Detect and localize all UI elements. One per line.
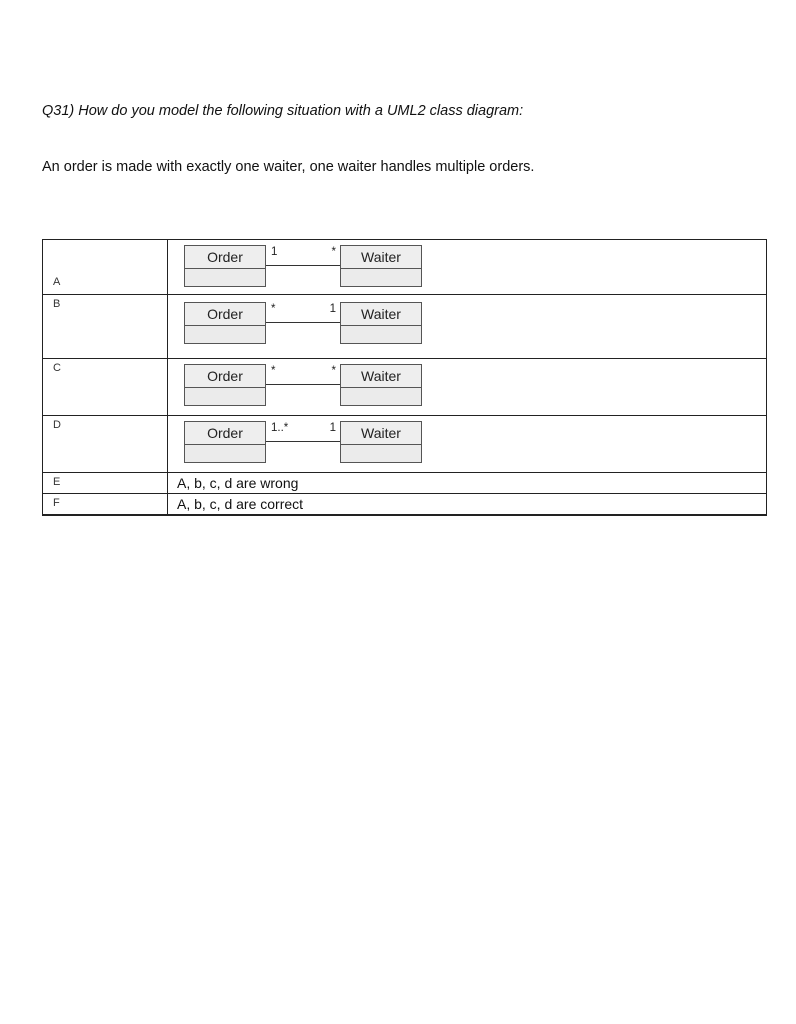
uml-diagram [184, 364, 426, 408]
option-text: A, b, c, d are wrong [177, 475, 299, 491]
class-name: Waiter [341, 246, 421, 269]
option-letter: D [53, 419, 61, 431]
option-letter-cell [43, 295, 168, 359]
class-name: Order [185, 303, 265, 326]
right-multiplicity: * [331, 365, 336, 377]
class-name: Order [185, 246, 265, 269]
option-row-c[interactable] [43, 359, 767, 416]
association-line [266, 441, 340, 442]
waiter-class-box [340, 245, 422, 287]
option-text: A, b, c, d are correct [177, 496, 304, 512]
left-multiplicity: * [271, 365, 276, 377]
class-name: Waiter [341, 303, 421, 326]
class-name: Waiter [341, 365, 421, 388]
option-text-cell [168, 494, 767, 516]
class-name: Order [185, 365, 265, 388]
option-letter: E [53, 476, 61, 488]
question-title: Q31) How do you model the following situation with a UML2 class diagram: [42, 103, 524, 119]
class-name: Waiter [341, 422, 421, 445]
option-letter-cell [43, 416, 168, 473]
left-multiplicity: 1..* [271, 422, 289, 434]
option-diagram-cell [168, 295, 767, 359]
left-multiplicity: * [271, 303, 276, 315]
option-row-e[interactable] [43, 473, 767, 494]
option-letter-cell [43, 494, 168, 516]
class-name: Order [185, 422, 265, 445]
option-letter-cell [43, 240, 168, 295]
right-multiplicity: 1 [329, 422, 336, 434]
option-row-a[interactable] [43, 240, 767, 295]
waiter-class-box [340, 302, 422, 344]
option-letter-cell [43, 359, 168, 416]
uml-diagram [184, 302, 426, 346]
right-multiplicity: 1 [329, 303, 336, 315]
option-row-d[interactable] [43, 416, 767, 473]
uml-diagram [184, 245, 426, 289]
order-class-box [184, 421, 266, 463]
order-class-box [184, 245, 266, 287]
left-multiplicity: 1 [271, 246, 278, 258]
option-letter-cell [43, 473, 168, 494]
option-letter: C [53, 362, 61, 374]
waiter-class-box [340, 364, 422, 406]
right-multiplicity: * [331, 246, 336, 258]
option-diagram-cell [168, 240, 767, 295]
option-letter: F [53, 497, 60, 509]
association-line [266, 322, 340, 323]
question-prompt: An order is made with exactly one waiter, one waiter handles multiple orders. [42, 159, 535, 175]
option-row-b[interactable] [43, 295, 767, 359]
association-line [266, 265, 340, 266]
waiter-class-box [340, 421, 422, 463]
option-text-cell [168, 473, 767, 494]
option-letter: B [53, 298, 61, 310]
association-line [266, 384, 340, 385]
answer-table [42, 239, 767, 516]
option-row-f[interactable] [43, 494, 767, 516]
order-class-box [184, 364, 266, 406]
uml-diagram [184, 421, 426, 465]
order-class-box [184, 302, 266, 344]
option-diagram-cell [168, 359, 767, 416]
option-diagram-cell [168, 416, 767, 473]
option-letter: A [53, 276, 61, 288]
